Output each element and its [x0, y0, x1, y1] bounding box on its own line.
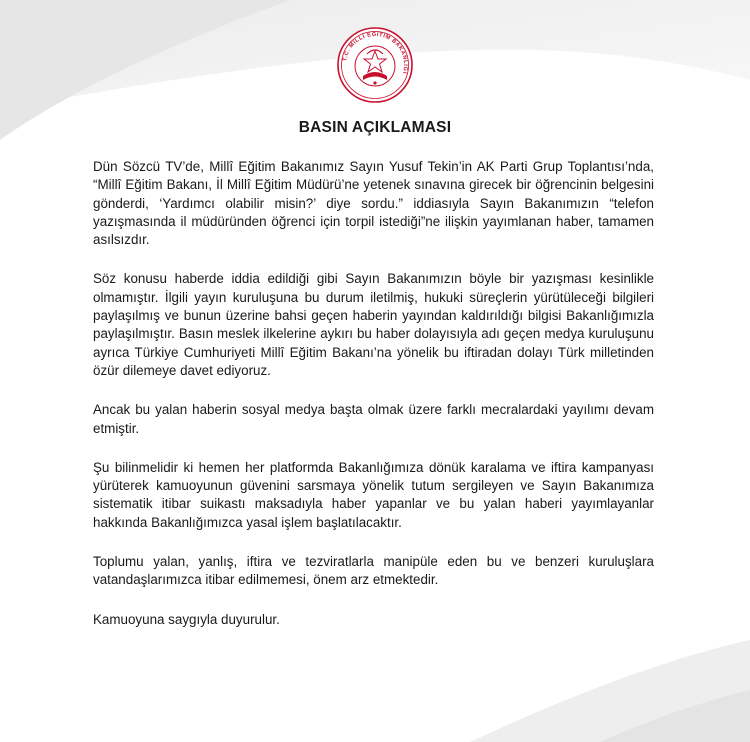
seal-text: T.C. MİLLÎ EĞİTİM BAKANLIĞI	[342, 31, 409, 75]
paragraph: Ancak bu yalan haberin sosyal medya başta olmak üzere farklı mecralardaki yayılımı devam etmiştir.	[93, 402, 654, 436]
press-release-body	[93, 158, 654, 629]
closing-line: Kamuoyuna saygıyla duyurulur.	[93, 611, 280, 627]
page-title: BASIN AÇIKLAMASI	[298, 119, 452, 136]
paragraph: Dün Sözcü TV’de, Millî Eğitim Bakanımız Sayın Yusuf Tekin’in AK Parti Grup Toplantısı’nda, “Millî Eğitim Bakanı, İl Millî Eğitim Müdürü’ne yetenek sınavına girecek bir öğrencinin belgesini gönderdi, ‘Yardımcı olabilir misin?’ diye sordu.” iddiasıyla Sayın Bakanımızın “telefon yazışmasında il müdüründen öğrenci için torpil istediği”ne ilişkin yayımlanan haber, tamamen asılsızdır.	[93, 159, 654, 248]
paragraph: Toplumu yalan, yanlış, iftira ve tezviratlarla manipüle eden bu ve benzeri kuruluşlara vatandaşlarımızca itibar edilmemesi, önem arz etmektedir.	[93, 554, 654, 588]
paragraph: Şu bilinmelidir ki hemen her platformda Bakanlığımıza dönük karalama ve iftira kampanyası yürüterek kamuoyunun güvenini sarsmaya yönelik tutum sergileyen ve Sayın Bakanımıza sistematik itibar suikastı maksadıyla haber yapanlar ve bu yalan haberi yayımlayanlar hakkında Bakanlığımızca yasal işlem başlatılacaktır.	[93, 459, 654, 530]
ministry-seal-logo	[336, 26, 414, 104]
paragraph: Söz konusu haberde iddia edildiği gibi Sayın Bakanımızın böyle bir yazışması kesinlikle olmamıştır. İlgili yayın kuruluşuna bu durum iletilmiş, hukuki süreçlerin yürütüleceği bilgileri paylaşılmış ve bunun üzerine bahsi geçen haberin yayından kaldırıldığı bilgisi Bakanlığımızla paylaşılmıştır. Basın meslek ilkelerine aykırı bu haber dolayısıyla adı geçen medya kuruluşunu ayrıca Türkiye Cumhuriyeti Millî Eğitim Bakanı’na yönelik bu iftiradan dolayı Türk milletinden özür dilemeye davet ediyoruz.	[93, 271, 654, 378]
